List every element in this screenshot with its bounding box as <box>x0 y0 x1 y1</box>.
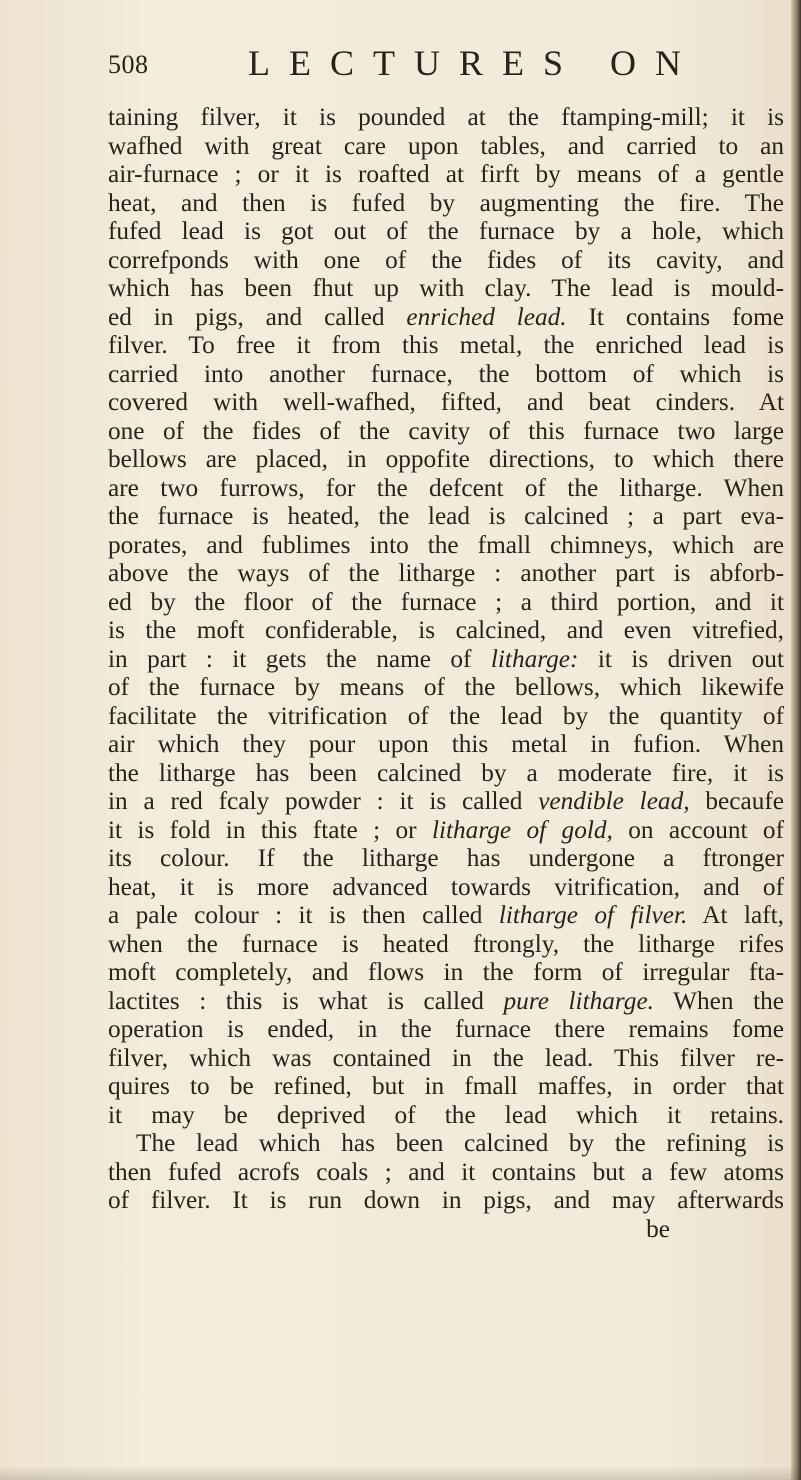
italic-term: litharge of gold, <box>431 815 613 844</box>
text-line: correfponds with one of the fides of its cavity, and <box>108 245 784 274</box>
text-line: carried into another furnace, the bottom of which is <box>108 359 784 388</box>
text-line: fufed lead is got out of the furnace by a hole, which <box>108 217 784 245</box>
text-line: wafhed with great care upon tables, and carried to an <box>108 131 784 160</box>
text-segment: lactites : this is what is called <box>108 986 504 1015</box>
page-header <box>108 40 748 88</box>
text-line <box>108 901 784 930</box>
text-segment: on account of <box>612 815 784 844</box>
text-line: when the furnace is heated ftrongly, the litharge rifes <box>108 929 784 958</box>
body-text <box>108 103 784 1243</box>
text-line: moft completely, and flows in the form of irregular fta- <box>108 958 784 986</box>
text-segment: When the <box>654 986 785 1015</box>
text-line: heat, it is more advanced towards vitrification, and of <box>108 872 784 901</box>
text-line: the furnace is heated, the lead is calcined ; a part eva- <box>108 502 784 530</box>
text-line: is the moft confiderable, is calcined, and even vitrefied, <box>108 616 784 644</box>
italic-term: enriched lead. <box>406 302 567 331</box>
italic-term: pure litharge. <box>503 986 655 1015</box>
page-bottom-shadow <box>0 1466 801 1480</box>
text-line: porates, and fublimes into the fmall chimneys, which are <box>108 530 784 559</box>
page-number: 508 <box>108 50 149 79</box>
text-segment: At laft, <box>687 901 784 929</box>
text-segment: It contains fome <box>566 302 784 331</box>
text-line <box>108 645 784 674</box>
text-line: the litharge has been calcined by a moderate fire, it is <box>108 758 784 787</box>
text-line: taining filver, it is pounded at the ftamping-mill; it is <box>108 103 784 131</box>
text-line: filver. To free it from this metal, the enriched lead is <box>108 331 784 359</box>
text-line: its colour. If the litharge has undergone a ftronger <box>108 844 784 872</box>
text-line: are two furrows, for the defcent of the litharge. When <box>108 473 784 502</box>
text-line: it may be deprived of the lead which it retains. <box>108 1100 784 1129</box>
text-line: of filver. It is run down in pigs, and may afterwards <box>108 1186 784 1214</box>
italic-term: litharge of filver. <box>498 901 688 929</box>
text-segment: it is driven out <box>578 644 784 673</box>
text-line: air which they pour upon this metal in fufion. When <box>108 730 784 758</box>
page-edge-shadow <box>791 0 801 1480</box>
text-line: above the ways of the litharge : another part is abforb- <box>108 559 784 587</box>
text-segment: it is fold in this ftate ; or <box>108 815 432 844</box>
text-line <box>108 987 784 1016</box>
text-line: covered with well-wafhed, fifted, and beat cinders. At <box>108 388 784 416</box>
text-line: operation is ended, in the furnace there remains fome <box>108 1015 784 1043</box>
text-line: which has been fhut up with clay. The lead is mould- <box>108 274 784 302</box>
text-line <box>108 816 784 845</box>
text-line: be <box>646 1214 670 1243</box>
text-segment: ed in pigs, and called <box>108 302 407 331</box>
italic-term: vendible lead, <box>538 787 690 815</box>
italic-term: litharge: <box>490 644 579 673</box>
text-line: The lead which has been calcined by the refining is <box>136 1129 784 1157</box>
text-line: ed by the floor of the furnace ; a third portion, and it <box>108 587 784 616</box>
text-line: air-furnace ; or it is roafted at firft by means of a gentle <box>108 160 784 188</box>
text-line: filver, which was contained in the lead. This filver re- <box>108 1043 784 1072</box>
text-line: facilitate the vitrification of the lead by the quantity of <box>108 701 784 730</box>
text-line: one of the fides of the cavity of this furnace two large <box>108 416 784 445</box>
text-segment: in part : it gets the name of <box>108 644 491 673</box>
text-line: of the furnace by means of the bellows, which likewife <box>108 673 784 701</box>
text-line: heat, and then is fufed by augmenting the fire. The <box>108 188 784 217</box>
text-line <box>108 303 784 332</box>
text-line: bellows are placed, in oppofite directions, to which there <box>108 445 784 473</box>
text-segment: a pale colour : it is then called <box>108 901 499 929</box>
text-line <box>108 787 784 816</box>
text-line: then fufed acrofs coals ; and it contains but a few atoms <box>108 1157 784 1186</box>
running-head: LECTURES ON <box>248 43 700 83</box>
text-segment: in a red fcaly powder : it is called <box>108 787 539 815</box>
text-line: quires to be refined, but in fmall maffes, in order that <box>108 1072 784 1100</box>
text-segment: becaufe <box>689 787 784 815</box>
